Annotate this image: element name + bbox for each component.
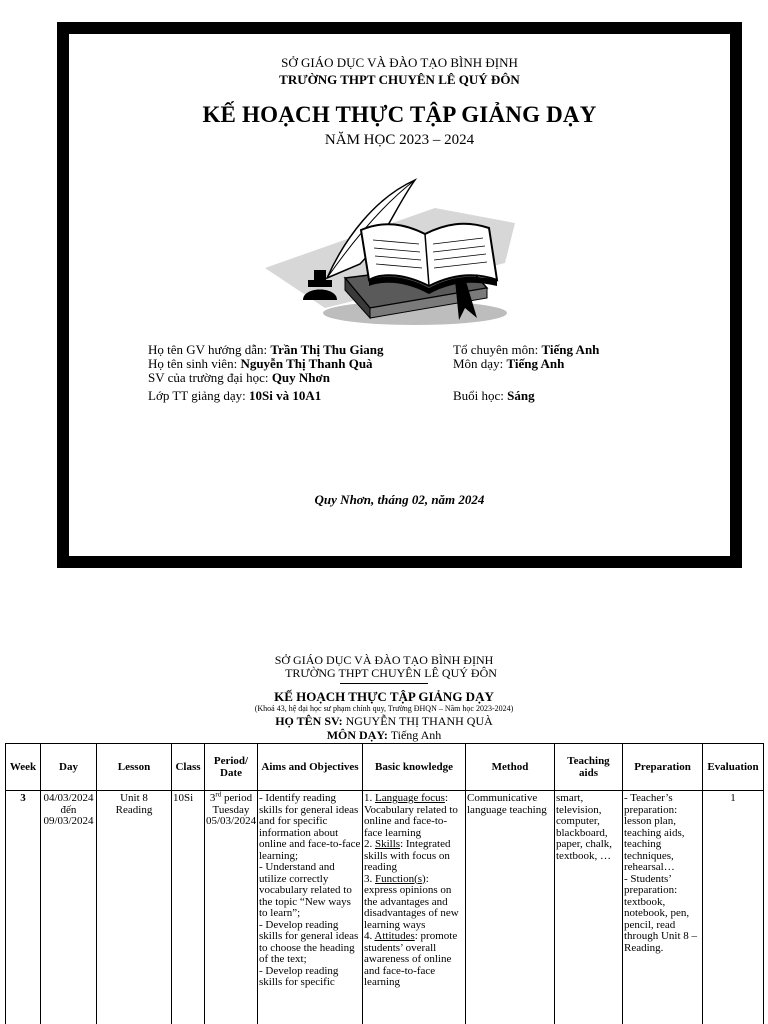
subject-value-p2: Tiếng Anh	[390, 728, 442, 742]
knowledge-3-text: : express opinions on the advantages and disadvantages of new learning ways	[364, 872, 459, 931]
header-method: Method	[466, 744, 555, 791]
university-name: Quy Nhơn	[271, 370, 330, 385]
header-period-line1: Period/	[213, 755, 249, 767]
knowledge-1-head: Language focus	[375, 792, 445, 804]
header-week: Week	[6, 744, 41, 791]
cell-aims: - Identify reading skills for general ideas and for specific information about online and face-to-face learning; - Understand and utilize correctly vocabulary related to the topic “New ways to learn”; - Develop reading skills for general ideas to choose the heading of the text; - Develop reading skills for specific	[258, 791, 363, 1024]
period-number: 3	[209, 792, 216, 804]
period-date: 05/03/2024	[206, 815, 257, 827]
cell-preparation: - Teacher’s preparation: lesson plan, teaching aids, teaching techniques, rehearsal… - Students’ preparation: textbook, notebook, pen, pencil, read through Unit 8 – Reading.	[623, 791, 703, 1024]
header-preparation: Preparation	[623, 744, 703, 791]
header-aids	[555, 744, 623, 791]
cell-evaluation: 1	[703, 791, 764, 1024]
cell-lesson	[97, 791, 172, 1024]
student-label: Họ tên sinh viên:	[148, 356, 238, 371]
dept-line	[453, 343, 599, 357]
table-row	[6, 791, 764, 1024]
name-label: HỌ TÊN SV:	[275, 714, 343, 728]
dept-value: Tiếng Anh	[541, 342, 600, 357]
university-line	[148, 371, 330, 385]
class-label: Lớp TT giảng dạy:	[148, 388, 246, 403]
knowledge-1-text: : Vocabulary related to online and face-to-face learning	[364, 792, 458, 839]
subject-label: Môn dạy:	[453, 356, 504, 371]
supervisor-label: Họ tên GV hướng dẫn:	[148, 342, 268, 357]
book-quill-illustration	[265, 168, 515, 328]
period-suffix: rd	[215, 790, 222, 799]
table-header-row	[6, 744, 764, 791]
session-label: Buổi học:	[453, 388, 504, 403]
header-lesson: Lesson	[97, 744, 172, 791]
header-aids-line2: aids	[579, 767, 598, 779]
cell-method: Communicative language teaching	[466, 791, 555, 1024]
session-value: Sáng	[507, 388, 535, 403]
header-day: Day	[41, 744, 97, 791]
cell-day	[41, 791, 97, 1024]
knowledge-2-text: : Integrated skills with focus on reading	[364, 838, 451, 873]
session-line	[453, 389, 535, 403]
day-to: 09/03/2024	[43, 815, 94, 827]
dept-label: Tổ chuyên môn:	[453, 342, 539, 357]
page2-department: SỞ GIÁO DỤC VÀ ĐÀO TẠO BÌNH ĐỊNH	[274, 653, 494, 667]
cover-title: KẾ HOẠCH THỰC TẬP GIẢNG DẠY	[202, 102, 597, 127]
university-label: SV của trường đại học:	[148, 370, 269, 385]
subject-line-p2	[0, 728, 768, 743]
header-divider	[340, 683, 428, 684]
class-line	[148, 389, 321, 403]
knowledge-2-head: Skills	[375, 838, 401, 850]
knowledge-4-text: : promote students’ overall awareness of online and face-to-face learning	[364, 930, 458, 988]
cell-period	[205, 791, 258, 1024]
knowledge-3-num: 3.	[364, 872, 375, 885]
teaching-plan-table	[5, 743, 764, 1024]
knowledge-4-head: Attitudes	[374, 930, 415, 942]
student-name: Nguyễn Thị Thanh Quà	[240, 356, 373, 371]
subject-line	[453, 357, 564, 371]
header-evaluation: Evaluation	[703, 744, 764, 791]
subject-label-p2: MÔN DẠY:	[326, 728, 388, 742]
header-period-line2: Date	[220, 767, 242, 779]
supervisor-name: Trần Thị Thu Giang	[270, 342, 384, 357]
day-to-word: đến	[60, 803, 77, 816]
knowledge-1-num: 1.	[364, 792, 375, 804]
lesson-unit: Unit 8	[120, 792, 148, 804]
cell-knowledge	[363, 791, 466, 1024]
cover-department: SỞ GIÁO DỤC VÀ ĐÀO TẠO BÌNH ĐỊNH	[281, 55, 518, 70]
page2-title: KẾ HOẠCH THỰC TẬP GIẢNG DẠY	[274, 689, 494, 704]
name-value: NGUYỄN THỊ THANH QUÀ	[345, 714, 493, 728]
cell-class: 10Si	[172, 791, 205, 1024]
student-line	[148, 357, 373, 371]
page2-subtitle: (Khoá 43, hệ đại học sư phạm chính quy, Trường ĐHQN – Năm học 2023-2024)	[254, 704, 514, 713]
supervisor-line	[148, 343, 383, 357]
knowledge-3-head: Function(s)	[375, 872, 426, 885]
header-aids-line1: Teaching	[567, 755, 610, 767]
class-value: 10Si và 10A1	[249, 388, 322, 403]
lesson-skill: Reading	[115, 803, 153, 816]
cell-week: 3	[6, 791, 41, 1024]
cover-school: TRƯỜNG THPT CHUYÊN LÊ QUÝ ĐÔN	[279, 72, 520, 87]
page2-school: TRƯỜNG THPT CHUYÊN LÊ QUÝ ĐÔN	[285, 666, 497, 680]
header-knowledge: Basic knowledge	[363, 744, 466, 791]
place-date: Quy Nhơn, tháng 02, năm 2024	[314, 492, 485, 507]
cover-page	[57, 22, 742, 568]
cell-aids: smart, television, computer, blackboard, paper, chalk, textbook, …	[555, 791, 623, 1024]
student-name-line	[0, 714, 768, 729]
cover-school-year: NĂM HỌC 2023 – 2024	[324, 132, 475, 148]
period-weekday: Tuesday	[212, 803, 250, 816]
header-aims: Aims and Objectives	[258, 744, 363, 791]
header-class: Class	[172, 744, 205, 791]
knowledge-2-num: 2.	[364, 838, 375, 850]
header-period	[205, 744, 258, 791]
subject-value: Tiếng Anh	[506, 356, 565, 371]
period-word: period	[221, 792, 253, 804]
day-from: 04/03/2024	[43, 792, 94, 804]
knowledge-4-num: 4.	[364, 930, 375, 942]
